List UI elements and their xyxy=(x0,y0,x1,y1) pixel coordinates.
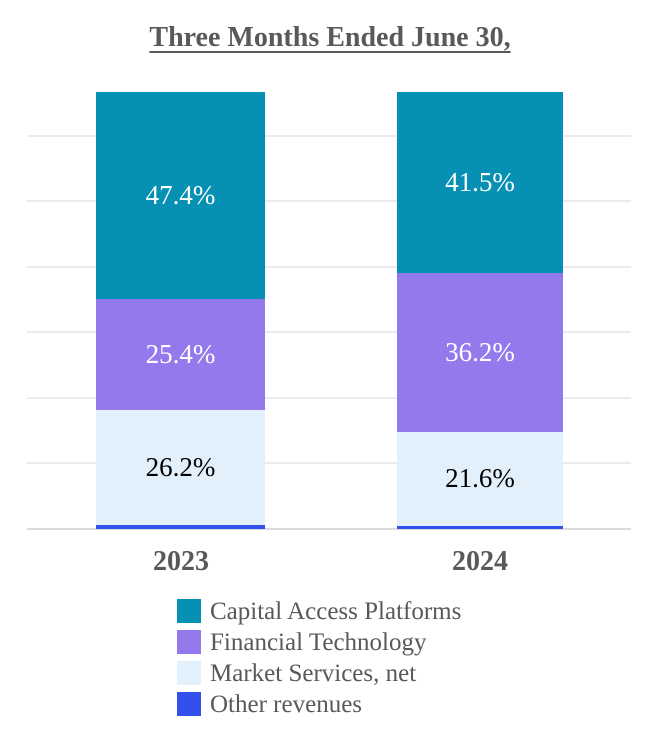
legend-swatch-financial-technology xyxy=(177,630,201,654)
legend-item-financial-technology xyxy=(177,630,461,654)
x-axis-label-2023: 2023 xyxy=(153,546,209,577)
data-label-2023-market-services-net: 26.2% xyxy=(145,451,216,482)
segment-2023-financial-technology xyxy=(96,299,265,410)
legend-label-capital-access-platforms: Capital Access Platforms xyxy=(210,597,462,625)
legend-item-capital-access-platforms xyxy=(177,599,461,623)
segment-2024-market-services-net xyxy=(397,432,563,526)
segment-2023-capital-access-platforms xyxy=(96,92,265,299)
segment-2024-other-revenues xyxy=(397,526,563,529)
legend-label-market-services-net: Market Services, net xyxy=(210,659,417,687)
data-label-2024-capital-access-platforms: 41.5% xyxy=(445,167,515,198)
legend-label-financial-technology: Financial Technology xyxy=(210,628,427,656)
legend-item-market-services-net xyxy=(177,661,461,685)
legend-swatch-market-services-net xyxy=(177,661,201,685)
segment-2023-other-revenues xyxy=(96,525,265,529)
legend-label-other-revenues: Other revenues xyxy=(210,690,363,718)
legend xyxy=(177,599,461,723)
segment-2023-market-services-net xyxy=(96,410,265,524)
bar-2024 xyxy=(397,92,563,529)
legend-item-other-revenues xyxy=(177,692,461,716)
data-label-2024-financial-technology: 36.2% xyxy=(445,336,515,367)
data-label-2024-market-services-net: 21.6% xyxy=(445,463,515,494)
legend-swatch-capital-access-platforms xyxy=(177,599,201,623)
legend-swatch-other-revenues xyxy=(177,692,201,716)
data-label-2023-financial-technology: 25.4% xyxy=(145,339,216,370)
segment-2024-capital-access-platforms xyxy=(397,92,563,273)
bar-2023 xyxy=(96,92,265,529)
chart-title: Three Months Ended June 30, xyxy=(149,22,511,53)
x-axis-label-2024: 2024 xyxy=(452,546,508,577)
segment-2024-financial-technology xyxy=(397,273,563,431)
plot-area xyxy=(27,92,631,529)
data-label-2023-capital-access-platforms: 47.4% xyxy=(145,180,216,211)
